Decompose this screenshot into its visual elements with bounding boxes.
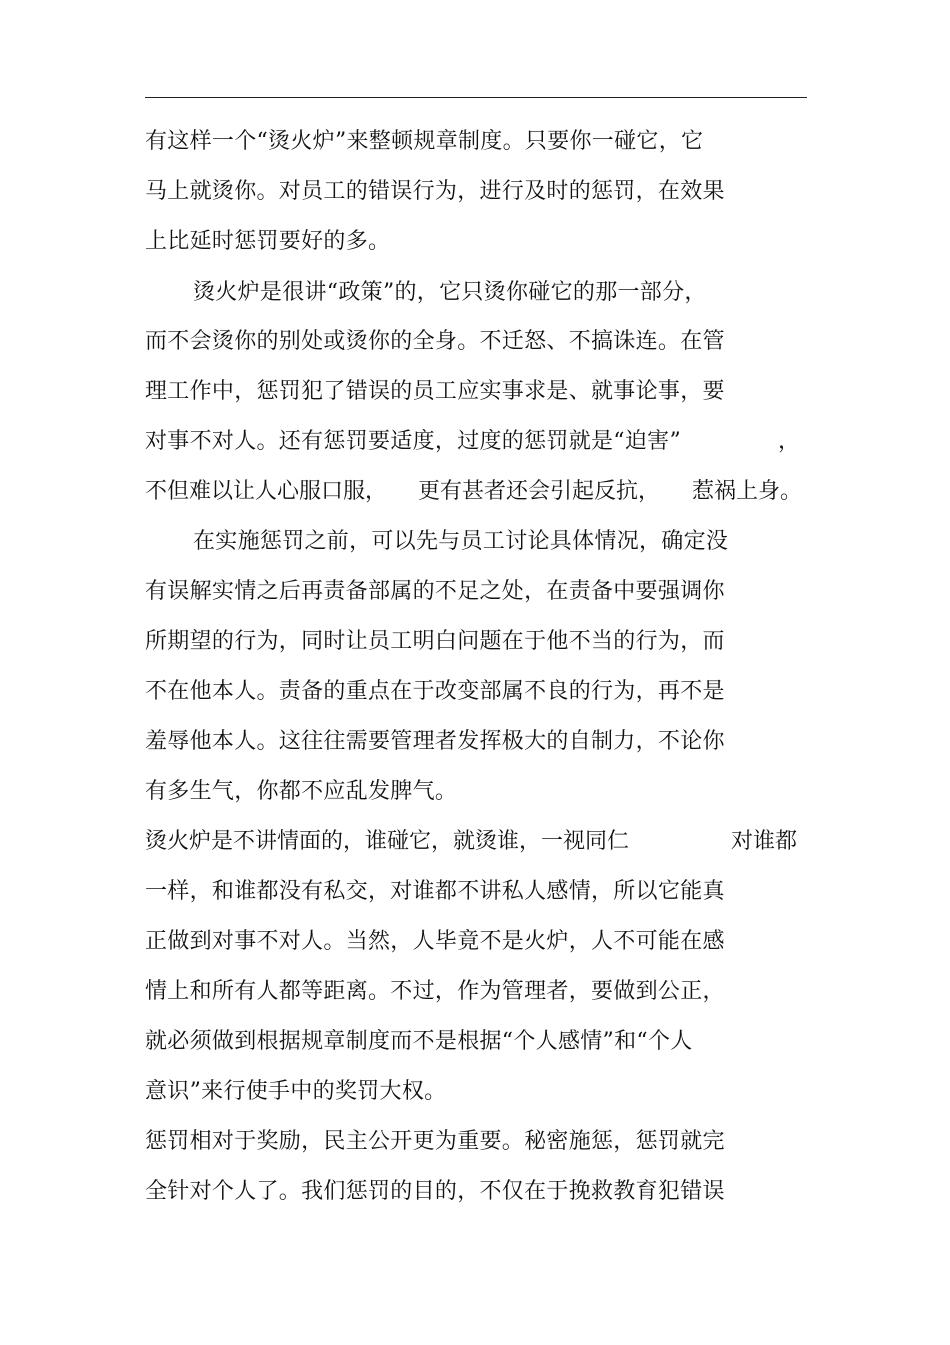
header-rule <box>145 97 807 98</box>
text-fragment: 惹祸上身。 <box>692 479 803 504</box>
text-line: 就必须做到根据规章制度而不是根据“个人感情”和“个人 <box>145 1029 693 1054</box>
text-line: 对事不对人。还有惩罚要适度，过度的惩罚就是“迫害” <box>145 429 681 454</box>
text-line: 上比延时惩罚要好的多。 <box>145 229 391 254</box>
text-line: 有这样一个“烫火炉”来整顿规章制度。只要你一碰它，它 <box>145 129 704 154</box>
text-line: 正做到对事不对人。当然，人毕竟不是火炉，人不可能在感 <box>145 929 725 954</box>
text-line: 不在他本人。责备的重点在于改变部属不良的行为，再不是 <box>145 679 725 704</box>
text-line: 有多生气，你都不应乱发脾气。 <box>145 779 458 804</box>
text-line: 马上就烫你。对员工的错误行为，进行及时的惩罚，在效果 <box>145 179 725 204</box>
stray-comma: ， <box>778 429 801 454</box>
text-line: 全针对个人了。我们惩罚的目的，不仅在于挽救教育犯错误 <box>145 1179 725 1204</box>
text-line: 有误解实情之后再责备部属的不足之处，在责备中要强调你 <box>145 579 725 604</box>
text-line: 情上和所有人都等距离。不过，作为管理者，要做到公正， <box>145 979 725 1004</box>
paragraph-first-line: 烫火炉是很讲“政策”的，它只烫你碰它的那一部分， <box>193 280 707 305</box>
text-line: 意识”来行使手中的奖罚大权。 <box>145 1079 447 1104</box>
text-line: 所期望的行为，同时让员工明白问题在于他不当的行为，而 <box>145 629 725 654</box>
text-line: 惩罚相对于奖励，民主公开更为重要。秘密施惩，惩罚就完 <box>145 1129 725 1154</box>
text-line: 而不会烫你的别处或烫你的全身。不迁怒、不搞诛连。在管 <box>145 329 725 354</box>
text-fragment: 对谁都 <box>731 829 798 854</box>
text-line: 一样，和谁都没有私交，对谁都不讲私人感情，所以它能真 <box>145 879 725 904</box>
text-line: 羞辱他本人。这往往需要管理者发挥极大的自制力，不论你 <box>145 729 725 754</box>
text-fragment: 烫火炉是不讲情面的，谁碰它，就烫谁，一视同仁 <box>145 829 630 854</box>
paragraph-first-line: 在实施惩罚之前，可以先与员工讨论具体情况，确定没 <box>193 529 729 554</box>
text-line: 理工作中，惩罚犯了错误的员工应实事求是、就事论事，要 <box>145 379 725 404</box>
text-fragment: 更有甚者还会引起反抗， <box>418 479 661 504</box>
text-fragment: 不但难以让人心服口服， <box>145 479 388 504</box>
